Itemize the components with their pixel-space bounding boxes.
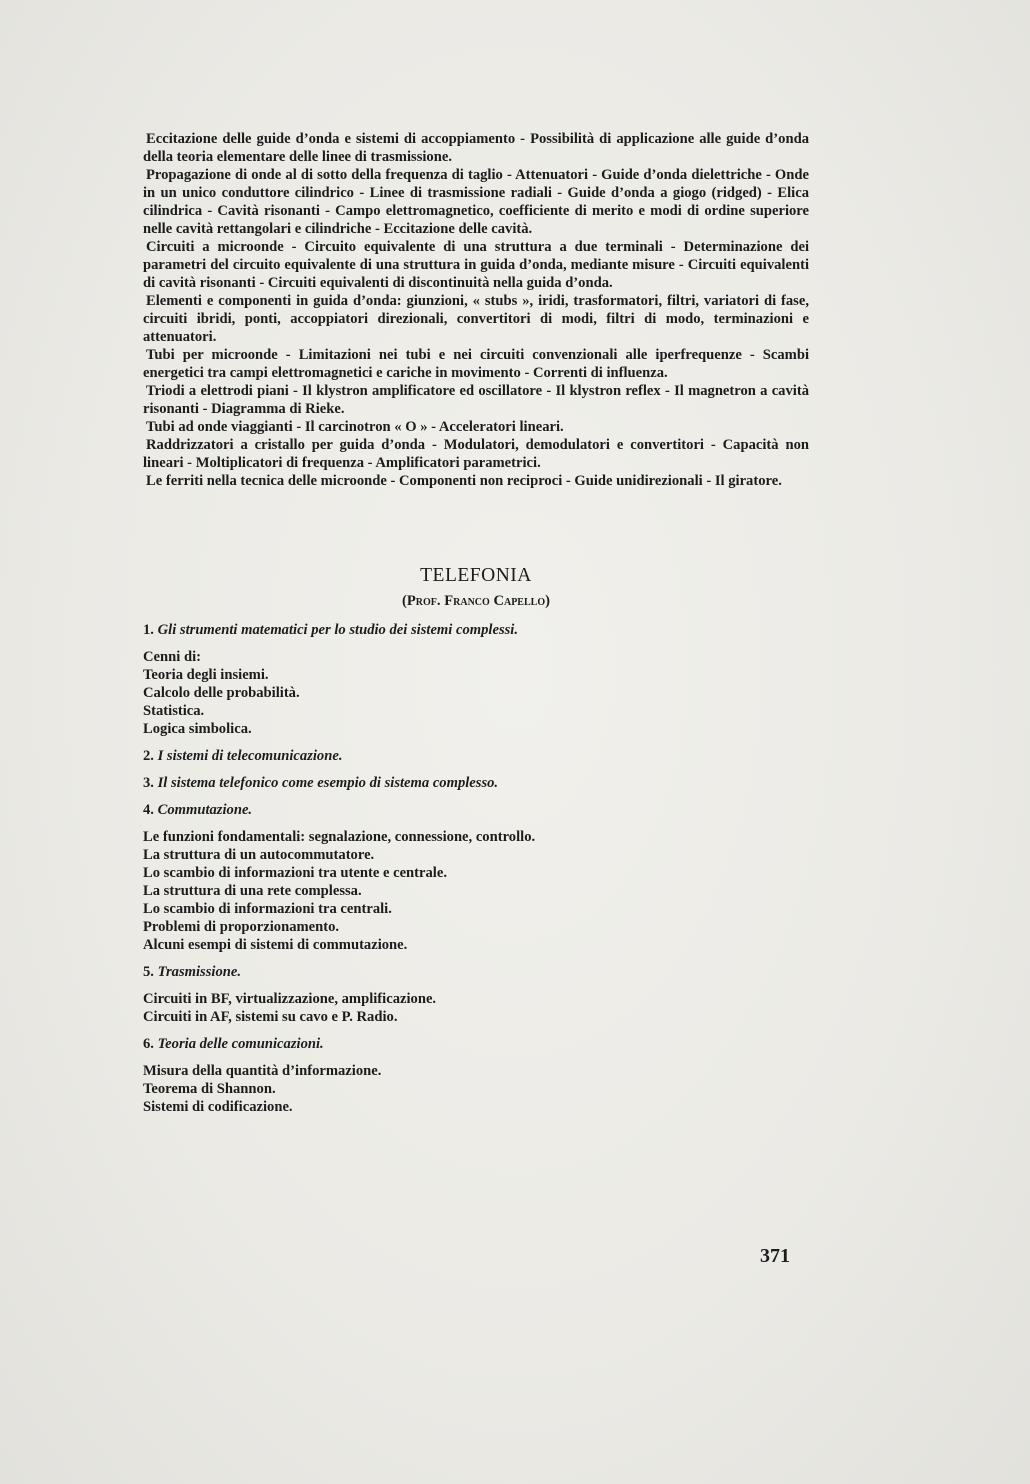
intro-paragraphs xyxy=(143,130,809,490)
list-item: La struttura di una rete complessa. xyxy=(143,883,362,899)
item-number: 5. xyxy=(143,964,154,980)
item-heading xyxy=(143,1035,809,1053)
list-item: Circuiti in AF, sistemi su cavo e P. Radio. xyxy=(143,1009,398,1025)
list-item: Lo scambio di informazioni tra utente e centrale. xyxy=(143,865,447,881)
paragraph: Tubi ad onde viaggianti - Il carcinotron « O » - Acceleratori lineari. xyxy=(146,419,564,435)
list-item: Sistemi di codificazione. xyxy=(143,1099,293,1115)
page-number: 371 xyxy=(760,1245,790,1267)
item-number: 6. xyxy=(143,1036,154,1052)
paragraph: Tubi per microonde - Limitazioni nei tubi e nei circuiti convenzionali alle iperfrequenze - Scambi energetici tra campi elettromagnetici e cariche in movimento - Correnti di influenza. xyxy=(143,347,809,381)
item-title: Commutazione. xyxy=(157,802,253,818)
list-item: La struttura di un autocommutatore. xyxy=(143,847,375,863)
item-title: Teoria delle comunicazioni. xyxy=(157,1036,324,1052)
paragraph: Eccitazione delle guide d’onda e sistemi di accoppiamento - Possibilità di applicazione alle guide d’onda della teoria elementare delle linee di trasmissione. xyxy=(143,131,809,165)
paragraph: Elementi e componenti in guida d’onda: giunzioni, « stubs », iridi, trasformatori, filtri, variatori di fase, circuiti ibridi, ponti, accoppiatori direzionali, convertitori di modi, filtri di modo, terminazioni e attenuatori. xyxy=(143,293,809,345)
section-author: (Prof. Franco Capello) xyxy=(402,593,550,609)
item-number: 3. xyxy=(143,775,154,791)
paragraph: Raddrizzatori a cristallo per guida d’onda - Modulatori, demodulatori e convertitori - Capacità non lineari - Moltiplicatori di frequenza - Amplificatori parametrici. xyxy=(143,437,809,471)
list-item: Circuiti in BF, virtualizzazione, amplificazione. xyxy=(143,991,437,1007)
item-heading xyxy=(143,801,809,819)
list-item: Misura della quantità d’informazione. xyxy=(143,1063,382,1079)
item-number: 2. xyxy=(143,748,154,764)
section-title: TELEFONIA xyxy=(420,565,532,586)
list-item: Le funzioni fondamentali: segnalazione, connessione, controllo. xyxy=(143,829,536,845)
list-item: Statistica. xyxy=(143,703,205,719)
item-title: Trasmissione. xyxy=(157,964,241,980)
list-item: Logica simbolica. xyxy=(143,721,252,737)
paragraph: Propagazione di onde al di sotto della frequenza di taglio - Attenuatori - Guide d’onda dielettriche - Onde in un unico conduttore cilindrico - Linee di trasmissione radiali - Guide d’onda a giogo (ridged) - Elica cilindrica - Cavità risonanti - Campo elettromagnetico, coefficiente di merito e modi di ordine superiore nelle cavità rettangolari e cilindriche - Eccitazione delle cavità. xyxy=(143,167,809,237)
paragraph: Le ferriti nella tecnica delle microonde - Componenti non reciproci - Guide unidirezionali - Il giratore. xyxy=(146,473,782,489)
list-item: Cenni di: xyxy=(143,649,201,665)
item-heading xyxy=(143,621,809,639)
page-content xyxy=(143,130,809,1116)
item-title: I sistemi di telecomunicazione. xyxy=(157,748,343,764)
list-item: Alcuni esempi di sistemi di commutazione. xyxy=(143,937,408,953)
item-number: 4. xyxy=(143,802,154,818)
list-item: Problemi di proporzionamento. xyxy=(143,919,340,935)
list-item: Lo scambio di informazioni tra centrali. xyxy=(143,901,392,917)
item-title: Il sistema telefonico come esempio di sistema complesso. xyxy=(157,775,499,791)
item-title: Gli strumenti matematici per lo studio dei sistemi complessi. xyxy=(157,622,518,638)
paragraph: Circuiti a microonde - Circuito equivalente di una struttura a due terminali - Determinazione dei parametri del circuito equivalente di una struttura in guida d’onda, mediante misure - Circuiti equivalenti di cavità risonanti - Circuiti equivalenti di discontinuità nella guida d’onda. xyxy=(143,239,809,291)
list-item: Calcolo delle probabilità. xyxy=(143,685,300,701)
item-number: 1. xyxy=(143,622,154,638)
list-item: Teoria degli insiemi. xyxy=(143,667,269,683)
list-item: Teorema di Shannon. xyxy=(143,1081,276,1097)
item-heading xyxy=(143,747,809,765)
item-heading xyxy=(143,774,809,792)
paragraph: Triodi a elettrodi piani - Il klystron amplificatore ed oscillatore - Il klystron reflex - Il magnetron a cavità risonanti - Diagramma di Rieke. xyxy=(143,383,809,417)
item-heading xyxy=(143,963,809,981)
